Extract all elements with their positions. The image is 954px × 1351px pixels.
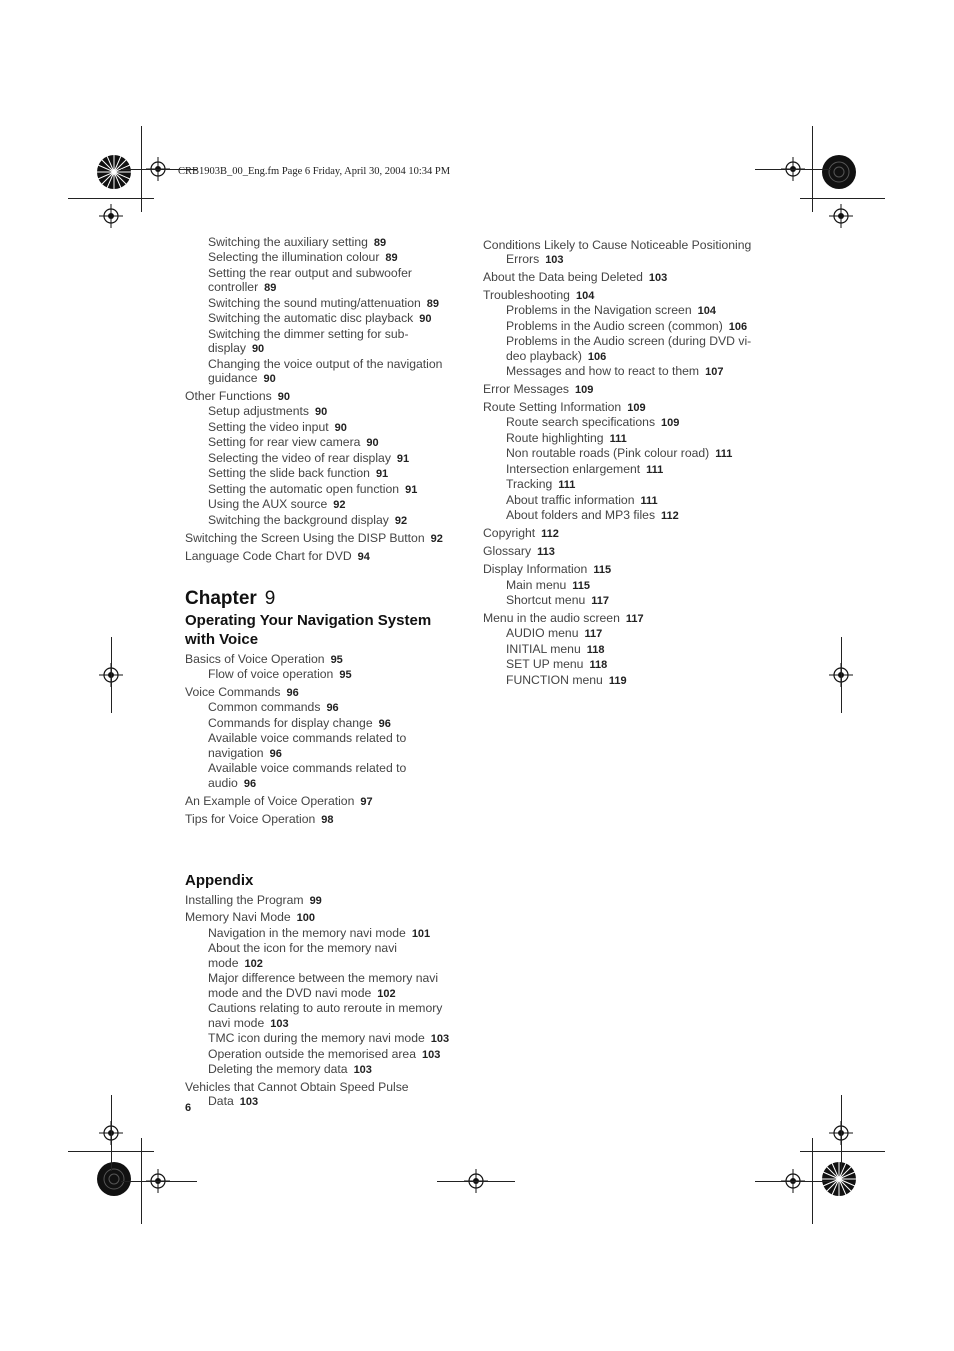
toc-entry-text: Switching the Screen Using the DISP Button 92 (185, 530, 443, 545)
toc-page-number: 119 (608, 674, 627, 687)
toc-entry-text: Setting the slide back function 91 (208, 466, 389, 481)
toc-entry-text: Flow of voice operation 95 (208, 666, 352, 681)
toc-page-number: 91 (375, 468, 389, 481)
toc-entry (185, 389, 470, 404)
toc-entry (483, 642, 773, 657)
toc-entry (185, 497, 470, 512)
toc-entry (185, 1080, 470, 1094)
toc-entry (185, 926, 470, 941)
toc-entry-text: Setup adjustments 90 (208, 404, 328, 419)
toc-entry-text: Data 103 (208, 1094, 259, 1109)
crosshair-line-bottom-center (437, 1181, 515, 1182)
toc-page-number: 111 (558, 479, 576, 492)
toc-page-number: 103 (421, 1048, 441, 1061)
toc-left-column (185, 235, 470, 1110)
toc-entry-text: About folders and MP3 files 112 (506, 508, 679, 523)
toc-entry-text: Operation outside the memorised area 103 (208, 1046, 441, 1061)
toc-entry (483, 626, 773, 641)
toc-entry-text: Commands for display change 96 (208, 715, 391, 730)
toc-page-number: 89 (426, 297, 439, 310)
toc-entry (483, 252, 773, 267)
toc-page-number: 109 (575, 384, 594, 397)
toc-entry (483, 611, 773, 626)
toc-page-number: 104 (575, 289, 595, 302)
toc-entry (483, 334, 773, 364)
toc-entry (185, 357, 470, 387)
toc-entry-text: Problems in the Audio screen (common) 106 (506, 318, 748, 333)
toc-entry (483, 508, 773, 523)
starburst-mark-bottom-left (96, 1161, 132, 1197)
toc-entry-text: Copyright 112 (483, 526, 559, 541)
toc-entry-text: About the Data being Deleted 103 (483, 269, 668, 284)
toc-page-number: 94 (357, 550, 370, 563)
toc-entry-text: Errors 103 (506, 251, 564, 266)
toc-entry-text: Tracking 111 (506, 477, 576, 492)
toc-page-number: 95 (330, 653, 343, 666)
toc-entry (185, 420, 470, 435)
toc-entry (185, 1094, 470, 1109)
toc-entry-text: Intersection enlargement 111 (506, 461, 664, 476)
toc-page-number: 118 (586, 643, 605, 656)
toc-entry-text: Vehicles that Cannot Obtain Speed Pulse (185, 1079, 409, 1094)
toc-entry-text: Available voice commands related to (208, 731, 407, 746)
toc-entry (483, 657, 773, 672)
toc-entry-text: TMC icon during the memory navi mode 103 (208, 1031, 450, 1046)
toc-entry-text: Basics of Voice Operation 95 (185, 651, 343, 666)
toc-entry (185, 794, 470, 809)
toc-entry-text: Troubleshooting 104 (483, 287, 595, 302)
toc-page-number: 107 (705, 366, 724, 379)
chapter-title (185, 611, 470, 649)
toc-entry-text: Switching the sound muting/attenuation 89 (208, 295, 439, 310)
crosshair-line-top-right (755, 169, 831, 170)
crosshair-line-right-middle (841, 637, 842, 713)
toc-entry-text: Error Messages 109 (483, 382, 594, 397)
toc-entry-text: Route search specifications 109 (506, 415, 680, 430)
toc-page-number: 113 (537, 546, 555, 559)
toc-entry-text: guidance 90 (208, 371, 276, 386)
toc-entry-text: Other Functions 90 (185, 389, 290, 404)
toc-entry (185, 812, 470, 827)
toc-page-number: 100 (296, 912, 316, 925)
toc-page-number: 109 (661, 417, 680, 430)
starburst-mark-top-left (96, 154, 132, 190)
toc-page-number: 90 (277, 391, 290, 404)
toc-entry (185, 716, 470, 731)
toc-entry-text: Memory Navi Mode 100 (185, 910, 316, 925)
crosshair-line-right-lower (841, 1095, 842, 1171)
toc-page-number: 89 (385, 252, 398, 265)
toc-page-number: 96 (243, 777, 257, 790)
toc-list-chapter (185, 652, 470, 827)
toc-entry (483, 382, 773, 397)
toc-entry-text: Main menu 115 (506, 577, 591, 592)
toc-page-number: 91 (405, 483, 418, 496)
toc-page-number: 106 (728, 320, 748, 333)
toc-page-number: 99 (309, 894, 322, 907)
chapter-number: 9 (264, 588, 276, 610)
toc-entry-text: AUDIO menu 117 (506, 626, 603, 641)
toc-entry-text: Switching the dimmer setting for sub- (208, 326, 409, 341)
toc-entry-text: Route highlighting 111 (506, 430, 627, 445)
crosshair-line-bottom-right (755, 1181, 831, 1182)
toc-entry-text: Switching the automatic disc playback 90 (208, 311, 432, 326)
toc-entry-text: Deleting the memory data 103 (208, 1061, 372, 1076)
toc-entry (483, 593, 773, 608)
toc-entry-text: SET UP menu 118 (506, 657, 608, 672)
toc-entry (185, 1047, 470, 1062)
toc-entry (185, 451, 470, 466)
toc-entry (185, 482, 470, 497)
toc-right-column (483, 235, 773, 688)
toc-entry (185, 1062, 470, 1077)
toc-page-number: 90 (263, 373, 276, 386)
toc-page-number: 102 (244, 957, 263, 970)
toc-entry (185, 685, 470, 700)
toc-entry-text: Cautions relating to auto reroute in memory (208, 1001, 443, 1016)
toc-page-number: 96 (378, 717, 391, 730)
toc-page-number: 117 (591, 594, 610, 607)
toc-entry-text: Changing the voice output of the navigation (208, 356, 443, 371)
toc-page-number: 92 (394, 514, 408, 527)
toc-entry-text: Messages and how to react to them 107 (506, 364, 724, 379)
toc-entry-text: An Example of Voice Operation 97 (185, 793, 373, 808)
toc-entry-text: Setting for rear view camera 90 (208, 435, 379, 450)
toc-entry (483, 415, 773, 430)
toc-entry-text: Shortcut menu 117 (506, 592, 610, 607)
crosshair-line-bottom-left (121, 1181, 197, 1182)
toc-entry (483, 431, 773, 446)
toc-entry-text: Display Information 115 (483, 562, 612, 577)
toc-entry (483, 319, 773, 334)
toc-entry-text: FUNCTION menu 119 (506, 672, 627, 687)
crosshair-line-left-middle (111, 637, 112, 713)
toc-entry-text: navigation 96 (208, 745, 282, 760)
toc-page-number: 117 (625, 612, 644, 625)
toc-entry-text: Menu in the audio screen 117 (483, 610, 644, 625)
starburst-mark-top-right (821, 154, 857, 190)
toc-entry-text: controller 89 (208, 280, 277, 295)
toc-page-number: 90 (419, 313, 432, 326)
toc-page-number: 103 (545, 253, 564, 266)
toc-entry (185, 652, 470, 667)
toc-entry-text: Using the AUX source 92 (208, 497, 346, 512)
toc-entry-text: About traffic information 111 (506, 492, 658, 507)
toc-page-number: 89 (373, 237, 387, 249)
toc-page-number: 112 (541, 528, 559, 541)
toc-page-number: 103 (353, 1063, 372, 1076)
toc-entry-text: Setting the rear output and subwoofer (208, 265, 412, 280)
toc-page-number: 95 (339, 668, 352, 681)
toc-entry (185, 435, 470, 450)
toc-entry-text: Switching the auxiliary setting 89 (208, 235, 387, 249)
toc-page-number: 91 (396, 452, 410, 465)
toc-page-number: 103 (430, 1033, 450, 1046)
toc-list-right (483, 238, 773, 689)
toc-page-number: 97 (360, 795, 373, 808)
toc-entry-text: Selecting the illumination colour 89 (208, 250, 398, 265)
toc-entry (185, 731, 470, 761)
toc-page-number: 103 (648, 271, 668, 284)
toc-entry (483, 544, 773, 559)
toc-page-number: 89 (264, 282, 277, 295)
toc-page-number: 96 (286, 686, 299, 699)
toc-entry (185, 266, 470, 296)
toc-entry-text: Available voice commands related to (208, 761, 407, 776)
page-number: 6 (185, 1102, 192, 1114)
crosshair-mark-left-upper (99, 204, 123, 228)
chapter-title-line: Operating Your Navigation System (185, 612, 432, 630)
toc-entry (185, 250, 470, 265)
chapter-label: Chapter (185, 588, 257, 610)
toc-page-number: 92 (430, 532, 443, 545)
toc-page-number: 111 (646, 463, 664, 476)
toc-entry-text: Common commands 96 (208, 700, 339, 715)
toc-entry (185, 466, 470, 481)
toc-page-number: 109 (627, 402, 646, 415)
toc-entry (185, 700, 470, 715)
toc-page-number: 98 (321, 813, 334, 826)
toc-page-number: 115 (572, 579, 591, 592)
toc-page-number: 106 (587, 350, 607, 363)
toc-entry-text: Selecting the video of rear display 91 (208, 450, 410, 465)
toc-entry-text: audio 96 (208, 775, 257, 790)
toc-entry-text: mode and the DVD navi mode 102 (208, 985, 396, 1000)
toc-entry-text: Setting the automatic open function 91 (208, 481, 418, 496)
toc-entry-text: About the icon for the memory navi (208, 941, 398, 956)
toc-entry (483, 303, 773, 318)
toc-page-number: 102 (377, 987, 396, 1000)
chapter-title-line: with Voice (185, 631, 259, 649)
toc-entry-text: display 90 (208, 341, 265, 356)
crosshair-line-left-lower (111, 1095, 112, 1171)
toc-entry (483, 477, 773, 492)
toc-page-number: 103 (239, 1096, 259, 1109)
toc-entry (483, 493, 773, 508)
toc-entry-text: INITIAL menu 118 (506, 641, 605, 656)
crosshair-mark-right-upper (829, 204, 853, 228)
toc-page-number: 103 (270, 1017, 289, 1030)
toc-entry-text: Non routable roads (Pink colour road) 111 (506, 446, 733, 461)
toc-entry (483, 578, 773, 593)
toc-entry-text: Problems in the Audio screen (during DVD vi- (506, 334, 752, 349)
toc-entry (483, 526, 773, 541)
toc-entry (185, 910, 470, 925)
toc-entry-text: Installing the Program 99 (185, 892, 322, 907)
toc-entry-text: Conditions Likely to Cause Noticeable Positioning (483, 237, 752, 252)
toc-page-number: 112 (661, 510, 679, 523)
toc-entry-text: navi mode 103 (208, 1015, 289, 1030)
toc-entry (185, 667, 470, 682)
toc-entry (483, 400, 773, 415)
toc-entry-text: Navigation in the memory navi mode 101 (208, 925, 431, 940)
toc-page-number: 118 (589, 659, 608, 672)
toc-entry (185, 513, 470, 528)
toc-entry (483, 562, 773, 577)
toc-entry (185, 893, 470, 908)
toc-list-top (185, 235, 470, 564)
toc-entry (483, 673, 773, 688)
chapter-heading (185, 588, 470, 610)
toc-page-number: 104 (697, 305, 716, 318)
appendix-heading: Appendix (185, 872, 254, 889)
toc-entry (185, 404, 470, 419)
toc-entry-text: Language Code Chart for DVD 94 (185, 548, 370, 563)
toc-page-number: 92 (333, 499, 346, 512)
toc-entry-text: Glossary 113 (483, 544, 555, 559)
toc-page-number: 111 (609, 432, 627, 445)
toc-page-number: 115 (593, 564, 612, 577)
file-header: CRB1903B_00_Eng.fm Page 6 Friday, April 30, 2004 10:34 PM (178, 166, 451, 177)
toc-page-number: 90 (251, 343, 265, 356)
toc-page-number: 117 (584, 628, 603, 641)
toc-entry (483, 270, 773, 285)
toc-entry (483, 364, 773, 379)
toc-entry (185, 1001, 470, 1031)
toc-entry-text: Switching the background display 92 (208, 512, 408, 527)
toc-entry (185, 941, 470, 971)
toc-entry-text: mode 102 (208, 955, 263, 970)
toc-entry (185, 971, 470, 1001)
toc-entry (483, 446, 773, 461)
toc-entry (185, 549, 470, 564)
toc-page-number: 90 (314, 406, 328, 419)
toc-entry-text: deo playback) 106 (506, 348, 607, 363)
toc-page-number: 90 (366, 437, 379, 450)
toc-entry (185, 531, 470, 546)
toc-entry (483, 462, 773, 477)
toc-entry (185, 1031, 470, 1046)
toc-entry-text: Setting the video input 90 (208, 419, 347, 434)
toc-entry (185, 327, 470, 357)
toc-entry (483, 288, 773, 303)
toc-entry (483, 238, 773, 252)
toc-entry (185, 761, 470, 791)
toc-page-number: 111 (640, 494, 658, 507)
toc-entry-text: Tips for Voice Operation 98 (185, 811, 334, 826)
toc-page-number: 101 (411, 927, 431, 940)
toc-entry-text: Voice Commands 96 (185, 684, 299, 699)
toc-list-appendix (185, 893, 470, 1110)
toc-page-number: 96 (326, 702, 339, 715)
toc-entry-text: Major difference between the memory navi (208, 971, 439, 986)
toc-entry (185, 311, 470, 326)
toc-entry-text: Route Setting Information 109 (483, 400, 646, 415)
toc-entry (185, 235, 470, 250)
toc-entry-text: Problems in the Navigation screen 104 (506, 303, 716, 318)
toc-page-number: 111 (715, 448, 733, 461)
toc-entry (185, 296, 470, 311)
starburst-mark-bottom-right (821, 1161, 857, 1197)
toc-page-number: 90 (334, 421, 347, 434)
toc-page-number: 96 (269, 747, 282, 760)
